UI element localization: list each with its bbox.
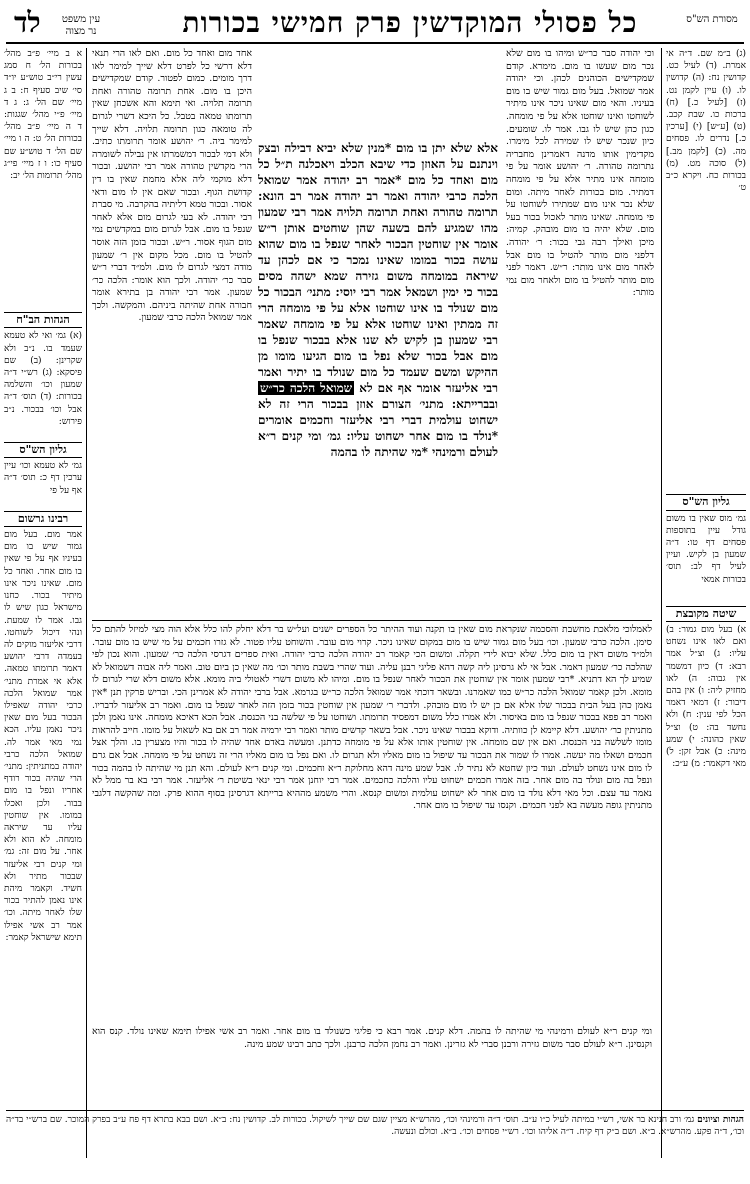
lower-divider — [92, 620, 652, 621]
ein-mishpat-text: א ב מיי׳ פ״ב מהל׳ בכורות הל׳ ח סמג עשין רי״ב טוש״ע יו״ד סי׳ שיב סעיף ח: ב ג מיי׳ שם הל׳ ג: ג ד מיי׳ פ״י מהל׳ שגגות: ד ה מיי׳ פ״ב מהל׳ בכורות הל׳ ט: ה ו מיי׳ שם הל׳ ד טוש״ע שם סעיף כו: ו ז מיי׳ פי״ג מהל׳ תרומות הל׳ יב: — [4, 49, 82, 182]
shita-text: א) בעל מום גמור: ב) ואם לאו אינו נשחט עליו: ג) וצ״ל אמר רבא: ד) כיון דמשמר אין גבוה: ה) לאו מחזיק ליה: ו) אין בהם דיבור: ז) דמאי דאמר הכל לפי ענין: ח) ולא נחשד בה: ט) וצ״ל שאין כהונה: י) שמע מינה: כ) אבל זקן: ל) מאי דקאמר: מ) ע״כ: — [666, 625, 746, 770]
shita-label: שיטה מקובצת — [666, 606, 746, 622]
lower-commentary — [92, 624, 652, 1024]
header-rule — [6, 42, 744, 44]
hagahot-label: הגהות הב"ח — [4, 312, 82, 328]
gilyon-text: גמ׳ מוס שאין בו משום גודל עיין בתוספות פסחים דף טו: ד״ה שמעון בן לקיש. ועיין לעיל דף לב: תוס׳ בכורות אמאי — [666, 513, 746, 585]
rabbeinu-text: אמר מום. בעל מום גמור שיש בו מום בעיניו אף על פי שאין בו מום אחר. ואחד כל מום. שאינו ניכר אינו מיתיר בכור. כחנו מישראל כגון שיש לו גבו. אמר לו שמעת. ונהי דיכול לשוחטו. דרבי אליעזר מוקים לה בעמדה דרבי יהושע דאמר תרומתו טמאה. אלא אי אמרת מתני׳ אמר שמואל הלכה כרבי יהודה שאפילו הבכור בעל מום שאין ניכר נאמן עליו. הכא נמי מאי אמר לה. שמואל הלכה כרבי יהודה במתניתין: מתני׳ הרי שהיה בכור רודף אחריו ונפל בו מום בבור. ולכן ואכלו במומו. אין שוחטין עליו עד שיראה מומחה. לא הוא ולא אחר. על מום זה: גמ׳ ומי קנים רבי אליעזר שבכור מתיר ולא חשיד. וקאמר מיהת אינו נאמן להתיר בכור שלו לאחר מיתה. וכו׳ אמר רב אשי אפילו תימא שישראל קאמר: — [4, 530, 82, 943]
gemara-text-after: ובברייתא: מתני׳ הצורם אוזן בבכור הרי זה לא ישחוט עולמית דברי רבי אליעזר וחכמים אומרים *נולד בו מום אחר ישחוט עליו: גמ׳ ומי קנים ר״א לעולם ורמינהי *מי שהיתה לו בהמה — [258, 397, 498, 459]
footer-label: הגהות וציונים — [697, 1115, 744, 1125]
footer-rule — [6, 1110, 744, 1111]
footer-text: גמ׳ ורב חנינא בר אשי, רש״י במיתה לעיל כ״ו ע״ב. תוס׳ ד״ה ורמינהי וכו׳, מהרש״א מציין שגם שם שייך לשיקול. בכורות לב. קדושין נח: ב״א. ושם בבא בתרא דף פח ע״ב בפרק המוכר. שם ברש״י בד״ה וכו׳, ד״ה פקע. מהרש״א. ב״א. ושם ב״ק דף קיח. ד״ה אליהו וכו׳. רש״י פסחים וכו׳. ב״א. וכולם ונעשה. — [6, 1115, 744, 1137]
hagahot-text: (א) גמ׳ ואי לא טעמא שעמד בו. נ״ב ולא שקרינן: (ב) שם פיסקא: (ג) רש״י ד״ה שמעון וכו׳ והשלמה בכורות: (ד) תוס׳ ד״ה אבל וכו׳ בבכור. נ״ב פירוש: — [4, 331, 82, 427]
ein-mishpat-label: עין משפט נר מצוה — [61, 14, 101, 37]
left-gilyon-text: גמ׳ לא טעמא וכו׳ עיין ערכין דף כ: תוס׳ ד״ה אף על פי — [4, 461, 82, 496]
rashi-text: וכי יהודה סבר כר״ש ומיהו בו מום שלא נכר מום שעשו בו מום. מימרא. קודם שמקדישים הכוהנים לכהן. וכי יהודה אמר שמואל. בעל מום גמור שיש בו מום בעיניו. והאי מום שאינו ניכר אינו מיתיר לשוחטו ואינו שוחטו אלא על פי מומחה. כגון כהן שיש לו גבו. אמר לו. שומעים. כיון שנכר שיש לו שמירה לכל מימרו. מקדימין אותו מדנה דאמרינן מחבריה נתרומה טהורה. ר׳ יהושע אומר על פי מומחה אינו מתיר אלא על פי מומחה דמתיר. מום בכורות לאחר מיתה. ומום שלא נכר אינו מום שמתירו לשוחטו על פי מומחה. שאינו מותר לאכול בכור בעל מום. שלא יהיה בו מום מובהק. קמיה: מיכן ואילך רבה גבי בכור: ר׳ יהודה. דלפני מום מותר להטיל בו מום אבל לאחר מום אינו מותר: ר״ש. דאמר לפני מום מותר להטיל בו מום ולאחר מום נמי מותר: — [506, 48, 654, 299]
rashi-column — [506, 48, 654, 578]
footer — [6, 1114, 744, 1178]
masoret-label: מסורת הש"ס — [686, 14, 738, 25]
tosafot-text: אחד מום ואחד כל מום. ואם לאו הרי תנאי דלא דרשי כל לפרט דלא שייך למימר לאו דרך מומים. כמום לפטור. קודם שמקדישים היכן בו מום. אחת תרומה טהורה ואחת תרומה תלויה. ואי תימא והא אשכחן שאין תרומתו טמאה בטבל. כל היכא דשרי לגרום לה טומאה כגון תרומה תלויה. דלא שייך למימר ביה. ר׳ יהושע אומר תרומתו כתיב. ולא דמי לבכור דמשמרתו אין נבילה לשומרה הרי מקדשין טהורה אמר רבי יהושע. ובכור דלא מוקמי ליה אלא מחמת שאין בו דין קדושת הגוף. ובכור שאם אין לו מום ודאי אסור. ובכור טמא דליתיה בהקרבה. מי סברת רבי יהודה. לא בעי לגרום מום אלא לאחר שנפל בו מום. אבל לגרום מום במקדשים נמי מום הגוף אסור. ר״ש. ובכור בזמן הזה אוסר להטיל בו מום. מכל מקום אין ר׳ שמעון מודה דמצי לגרום לו מום. ולמ״ד דברי ר״ש סבר כר׳ יהודה. ולכך הוא אומר: הלכה כר׳ שמעון. אמר רבי יהודה בן בתירא אומר חבורה אחת שהיתה ביניהם. והמקשה. ולכך אמר שמואל הלכה כרבי שמעון. — [92, 48, 252, 324]
gilyon-label: גליון הש"ס — [666, 494, 746, 510]
gemara-text-before: אלא שלא יתן בו מום *מנין שלא יביא דבילה ובצק וינתנם על האוזן כדי שיבא הכלב ויאכלנה ת״ל כל מום ואחד כל מום *אמר רב יהודה אמר שמואל הלכה כרבי יהודה ואמר רב יהודה אמר רב הונא: תרומה טהורה ואחת תרומה תלויה אמר רבי שמעון מהו שמגיע להם בשעה שהן שוחטים אותן ר״ש אומר אין שוחטין הבכור לאחר שנפל בו מום שהוא עושה בכור במומו שאינו נמכר כי אם לכהן עד שיראה במומחה משום גזירה שמא ישהה מסים בכור כי ימין ושמאל אמר רבי יוסי: מתני׳ הבכור כל מום שנולד בו אינו שוחטו אלא על פי מומחה הרי זה ממתין ואינו שוחטו אלא על פי מומחה שאמר רבי שמעון בן לקיש לא שנו אלא בבכור שנפל בו מום אבל בכור שלא נפל בו מום הגיעו מומו מן ההיקש ומשם שעמד כל מום שנולד בו יתיר ואמר רבי אליעזר אומר אף אם לא — [258, 141, 498, 395]
highlighted-ruling: שמואל הלכה כר״ש — [260, 381, 353, 395]
right-margin-divider — [661, 48, 662, 1158]
lower-commentary-text: לאמלוכי מלאכת מחשבת והסכמה שנקראת מום שאין בו תקנה ועוד ההיתר כל הספרים ישנים ועל״ש בר דלא יחלק להו כלל אלא הוה מצי למיזל להתם כל סימן. הלכה כרבי שמעון. וכו׳ בעל מום גמור שיש בו מום במקום שאינו ניכר. קרוי מום עובר. והשוחט עליו פטור. לא גזרו חכמים על מי שיש בו מום עובר. ולמ״ד משום דאין בו מום כלל. שלא יבוא לידי תקלה. ומשום הכי קאמר רב יהודה הלכה כרבי יהודה. ואית ספרים דגרסי הלכה כר׳ שמעון. והוא נכון לפי שהלכה כר׳ שמעון דאמר. אבל אי לא גרסינן ליה קשה דהא פליגי רבנן עליה. ועוד שהרי בשבת מותר וכו׳ מה שאין כן ביום טוב. ואמר ליה אבוה דשמואל לא שמיע לך הא דתניא. *רבי שמעון אומר אין שוחטין את הבכור לאחר שנפל בו מום. ומיהו לא משום דשרי לאטולי ביה מומא. אלא משום דלא שרי לגרום לו מומא. ולכן קאמר שמואל הלכה כר״ש כמו שאמרנו. ובשאר דוכתי אמר שמואל הלכה כר״ש בגרמא. אבל ברבי יהודה לא אמרינן הכי. ובריש פרקין תנן *אין נאמן כהן בעל הבית בבכור שלו אלא אם כן יש לו מום מובהק. ולדברי ר׳ שמעון אין שוחטין בכור בזמן הזה לאחר שנפל בו מום. ואמר רב אליעזר לדבריו. ואמר רב פפא בבכור שנפל בו מום באיסור. ולא אמרו כלל משום דמפסיד תרומתו. ושוחטו על פי שלשה בני הכנסת. אבל הכא דאיכא מומחה. אינו נאמן ולכן מתניתין כר׳ יהושע. דלא קיימא לן כוותיה. ודוקא בבכור שאינו ניכר. אבל בשאר קדשים מותר ואמר רבי ירמיה אמר רב אם בא לשאול על מומו. חייב להראות מומו לשלשה בני הכנסת. ואם אין שם מומחה. אין שוחטין אותו אלא על פי מומחה כדתנן. ומעשה באדם אחד שהיה לו בכור והיו מצערין בו. והלך אצל חכמים ושאלו מה יעשה. אמרו לו שמור את הבכור עד שיפול בו מום מאליו ולא תגרום לו. ואם נפל בו מום מאליו הרי זה נשחט על פי מומחה. אבל אם גרם לו מום אינו נשחט לעולם. ועוד כיון שחטא לא נתיר לו. אבל שמע מינה דהא מחלוקת ר״א וחכמים. ומי קנים ר״א לעולם. והא תנן מי שהיתה לו בהמה בכור ונפל בה מום ונולד בה מום אחר. בזה אמרו חכמים ישחוט עליו והלכה כחכמים. אמר רבי יוחנן אמר רבי ינאי בשיטת ר׳ אליעזר. אמר רבי בא בר ממל לא נאמר עד עצם. וכל מאי דלא נולד בו מום אחר לא ישחוט עולמית ומשום קנסא. והרי משמע מההיא ברייתא דגרסינן בסוף ההוא פרק. ומה שהקשה דלגבי מתניתין גופה מעשה בא לפני חכמים. וקנסו עד שיפול בו מום אחר. — [92, 624, 652, 812]
lower-commentary-text-2: ומי קנים ר״א לעולם ורמינהי מי שהיתה לו בהמה. דלא קנים. אמר רבא כי פליגי כשנולד בו מום אחר. ואמר רב אשי אפילו תימא שאינו נולד. קנס הוא וקנסינן. ר״א לעולם סבר משום גזירה ורבנן סברי לא גזרינן. ואמר רב נחמן הלכה כרבנן. ולכך כתב רבינו שמע מינה. — [92, 1026, 652, 1050]
page-header — [0, 6, 750, 40]
left-gilyon-label: גליון הש"ס — [4, 442, 82, 458]
masoret-notes: (ג) ב״מ שם. ד״ה אי אמרת. (ד) לעיל כט. קדושין נח: (ה) קדושין לו. (ו) עיין לקמן נט. (ז) [לעיל כ.] (ח) ברכות כו. שבת קכב. (ט) [ע״ש] (י) [ערכין כ.] נדרים לו. פסחים מה. (כ) [לקמן מב.] (ל) סוכה מט. (מ) בכורות כח. ויקרא כ״ב ט׳ — [666, 49, 746, 194]
left-margin-column — [4, 48, 82, 1158]
lower-commentary-continued — [92, 1026, 652, 1106]
rabbeinu-label: רבינו גרשום — [4, 511, 82, 527]
page-number: לד — [14, 6, 41, 39]
page-title: כל פסולי המוקדשין פרק חמישי בכורות — [182, 6, 638, 39]
gemara-main-text — [258, 140, 498, 618]
left-margin-divider — [86, 48, 87, 1158]
tosafot-column — [92, 48, 252, 578]
right-margin-column — [666, 48, 746, 1178]
